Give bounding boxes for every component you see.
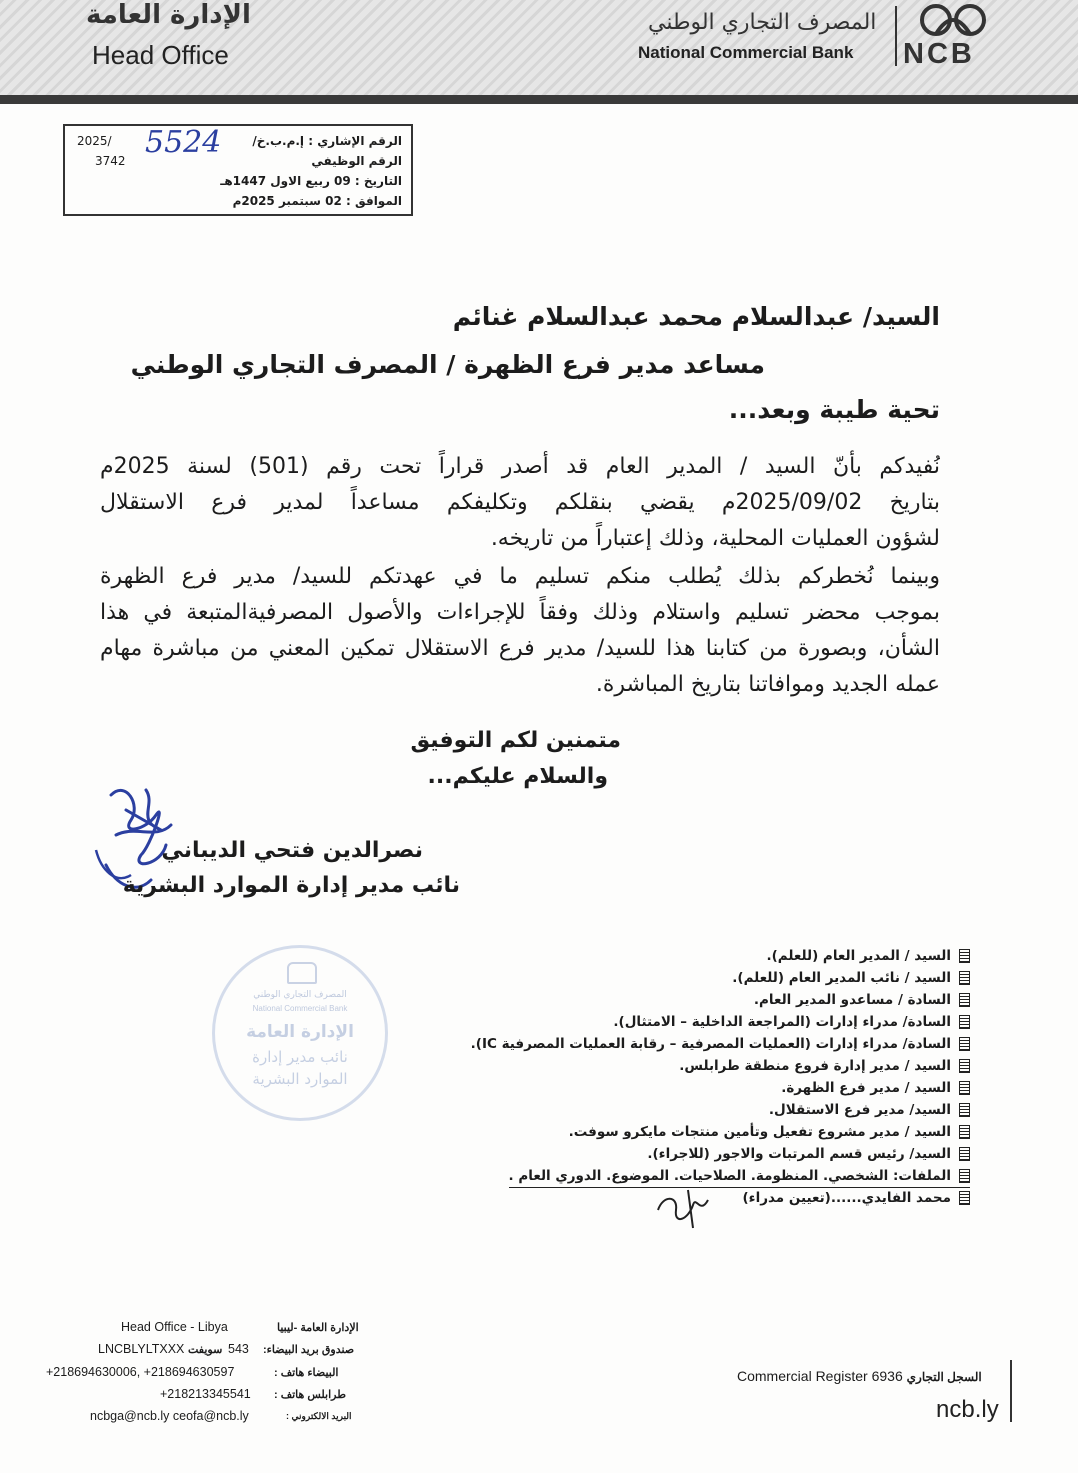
list-bullet-icon: [959, 971, 970, 985]
footer-swift-label: سويفت: [188, 1344, 223, 1356]
hijri-date: التاريخ : 09 ربيع الاول 1447هـ: [220, 174, 402, 188]
list-bullet-icon: [959, 949, 970, 963]
initials-scribble: [648, 1180, 718, 1230]
logo-text: NCB: [903, 38, 975, 70]
stamp-text: نائب مدير إدارة: [252, 1048, 348, 1066]
footer-divider: [1010, 1360, 1012, 1422]
bank-name-english: National Commercial Bank: [638, 43, 854, 62]
gregorian-date-row: [77, 194, 402, 214]
ref-number-value: 2025/: [77, 134, 112, 148]
body-line: الشأن، وبصورة من كتابنا هذا للسيد/ مدير فرع الاستقلال تمكين المعني من مباشرة مهام: [100, 636, 940, 661]
footer-bayda-phones: +218694630006, +218694630597: [46, 1365, 235, 1379]
footer-email-label: البريد الالكتروني :: [286, 1411, 352, 1421]
addressee-title: مساعد مدير فرع الظهرة / المصرف التجاري الوطني: [130, 350, 765, 379]
job-number-row: [77, 154, 402, 174]
closing-wish: متمنين لكم التوفيق: [410, 728, 621, 753]
footer-emails: ncbga@ncb.ly ceofa@ncb.ly: [90, 1409, 249, 1423]
stamp-text: الإدارة العامة: [246, 1022, 354, 1042]
list-bullet-icon: [959, 1103, 970, 1117]
addressee-name: السيد/ عبدالسلام محمد عبدالسلام غنائم: [452, 302, 940, 331]
list-item: الملفات: الشخصي. المنظومة. الصلاحيات. الموضوع. الدوري العام .: [509, 1165, 970, 1188]
footer-pobox: 543: [228, 1342, 249, 1356]
department-arabic: الإدارة العامة: [86, 0, 251, 30]
greeting: تحية طيبة وبعد...: [728, 395, 940, 424]
list-item: السادة/ مدراء إدارات (العمليات المصرفية – رقابة العمليات المصرفية IC).: [471, 1033, 970, 1055]
list-bullet-icon: [959, 1015, 970, 1029]
list-item: السيد / نائب المدير العام (للعلم).: [732, 967, 970, 989]
footer-pobox-label: صندوق بريد البيضاء:: [263, 1344, 355, 1356]
commercial-register: [737, 1368, 982, 1384]
list-bullet-icon: [959, 1059, 970, 1073]
stamp-text: National Commercial Bank: [252, 1004, 348, 1013]
footer-tripoli-phone: +218213345541: [160, 1387, 251, 1401]
list-item: السادة/ مدراء إدارات (المراجعة الداخلية – الامتثال).: [613, 1011, 970, 1033]
ncb-logo-icon: [906, 2, 1006, 40]
stamp-text: الموارد البشرية: [252, 1070, 348, 1088]
list-item: السيد / مدير مشروع تفعيل وتأمين منتجات مايكرو سوفت.: [569, 1121, 970, 1143]
footer-office-en: Head Office - Libya: [121, 1320, 228, 1334]
body-line: بموجب محضر تسليم واستلام وذلك وفقاً للإجراءات والأصول المصرفيةالمتبعة في هذا: [100, 600, 940, 625]
job-number-value: 3742: [95, 154, 126, 168]
list-bullet-icon: [959, 1169, 970, 1183]
list-bullet-icon: [959, 1191, 970, 1205]
list-bullet-icon: [959, 1147, 970, 1161]
list-item: السيد/ رئيس قسم المرتبات والاجور (للاجراء).: [647, 1143, 970, 1165]
body-line: نُفيدكم بأنّ السيد / المدير العام قد أصدر قراراً تحت رقم (501) لسنة 2025م: [100, 454, 940, 479]
official-stamp: [212, 945, 388, 1121]
register-ar: السجل التجاري: [906, 1370, 982, 1384]
job-number-label: الرقم الوظيفي: [311, 154, 402, 168]
ref-number-row: [77, 134, 402, 154]
department-english: Head Office: [92, 40, 229, 70]
body-line: بتاريخ 2025/09/02م يقضي بنقلكم وتكليفكم مساعداً لمدير فرع الاستقلال: [100, 490, 940, 515]
hijri-date-row: [77, 174, 402, 194]
list-item: محمد الفايدي......(تعيين مدراء): [743, 1187, 971, 1209]
footer-bayda-label: البيضاء هاتف :: [274, 1367, 339, 1379]
footer-tripoli-label: طرابلس هاتف :: [274, 1389, 346, 1401]
list-item: السيد / مدير إدارة فروع منطقة طرابلس.: [679, 1055, 970, 1077]
body-line: عمله الجديد وموافاتنا بتاريخ المباشرة.: [595, 672, 940, 697]
logo-divider: [895, 6, 897, 66]
list-bullet-icon: [959, 993, 970, 1007]
footer-swift: LNCBLYLTXXX: [98, 1342, 185, 1356]
body-line: وبينما نُخطركم بذلك يُطلب منكم تسليم ما في عهدتكم للسيد/ مدير فرع الظهرة: [100, 564, 940, 589]
bank-name-arabic: المصرف التجاري الوطني: [648, 10, 877, 35]
list-bullet-icon: [959, 1081, 970, 1095]
reference-box: [63, 124, 413, 216]
stamp-text: المصرف التجاري الوطني: [253, 990, 347, 1000]
list-item: السيد / مدير فرع الظهرة.: [781, 1077, 970, 1099]
signer-title: نائب مدير إدارة الموارد البشرية: [122, 873, 460, 898]
footer-office-ar: الإدارة العامة -ليبيا: [277, 1322, 359, 1334]
register-en: Commercial Register 6936: [737, 1368, 903, 1384]
list-bullet-icon: [959, 1125, 970, 1139]
website: ncb.ly: [936, 1396, 999, 1423]
list-item: السادة / مساعدو المدير العام.: [754, 989, 970, 1011]
list-item: السيد/ مدير فرع الاستقلال.: [769, 1099, 970, 1121]
body-line: لشؤون العمليات المحلية، وذلك إعتباراً من تاريخه.: [490, 526, 940, 551]
list-item: السيد / المدير العام (للعلم).: [766, 945, 970, 967]
gregorian-date: الموافق : 02 سبتمبر 2025م: [232, 194, 402, 208]
ref-number-label: الرقم الإشاري : إ.م.ب.خ/: [252, 134, 402, 148]
list-bullet-icon: [959, 1037, 970, 1051]
closing-salutation: والسلام عليكم...: [427, 764, 608, 789]
handwritten-ref-number: 5524: [145, 125, 222, 160]
crown-icon: [287, 962, 317, 984]
signer-name: نصرالدين فتحي الديباني: [161, 838, 423, 863]
